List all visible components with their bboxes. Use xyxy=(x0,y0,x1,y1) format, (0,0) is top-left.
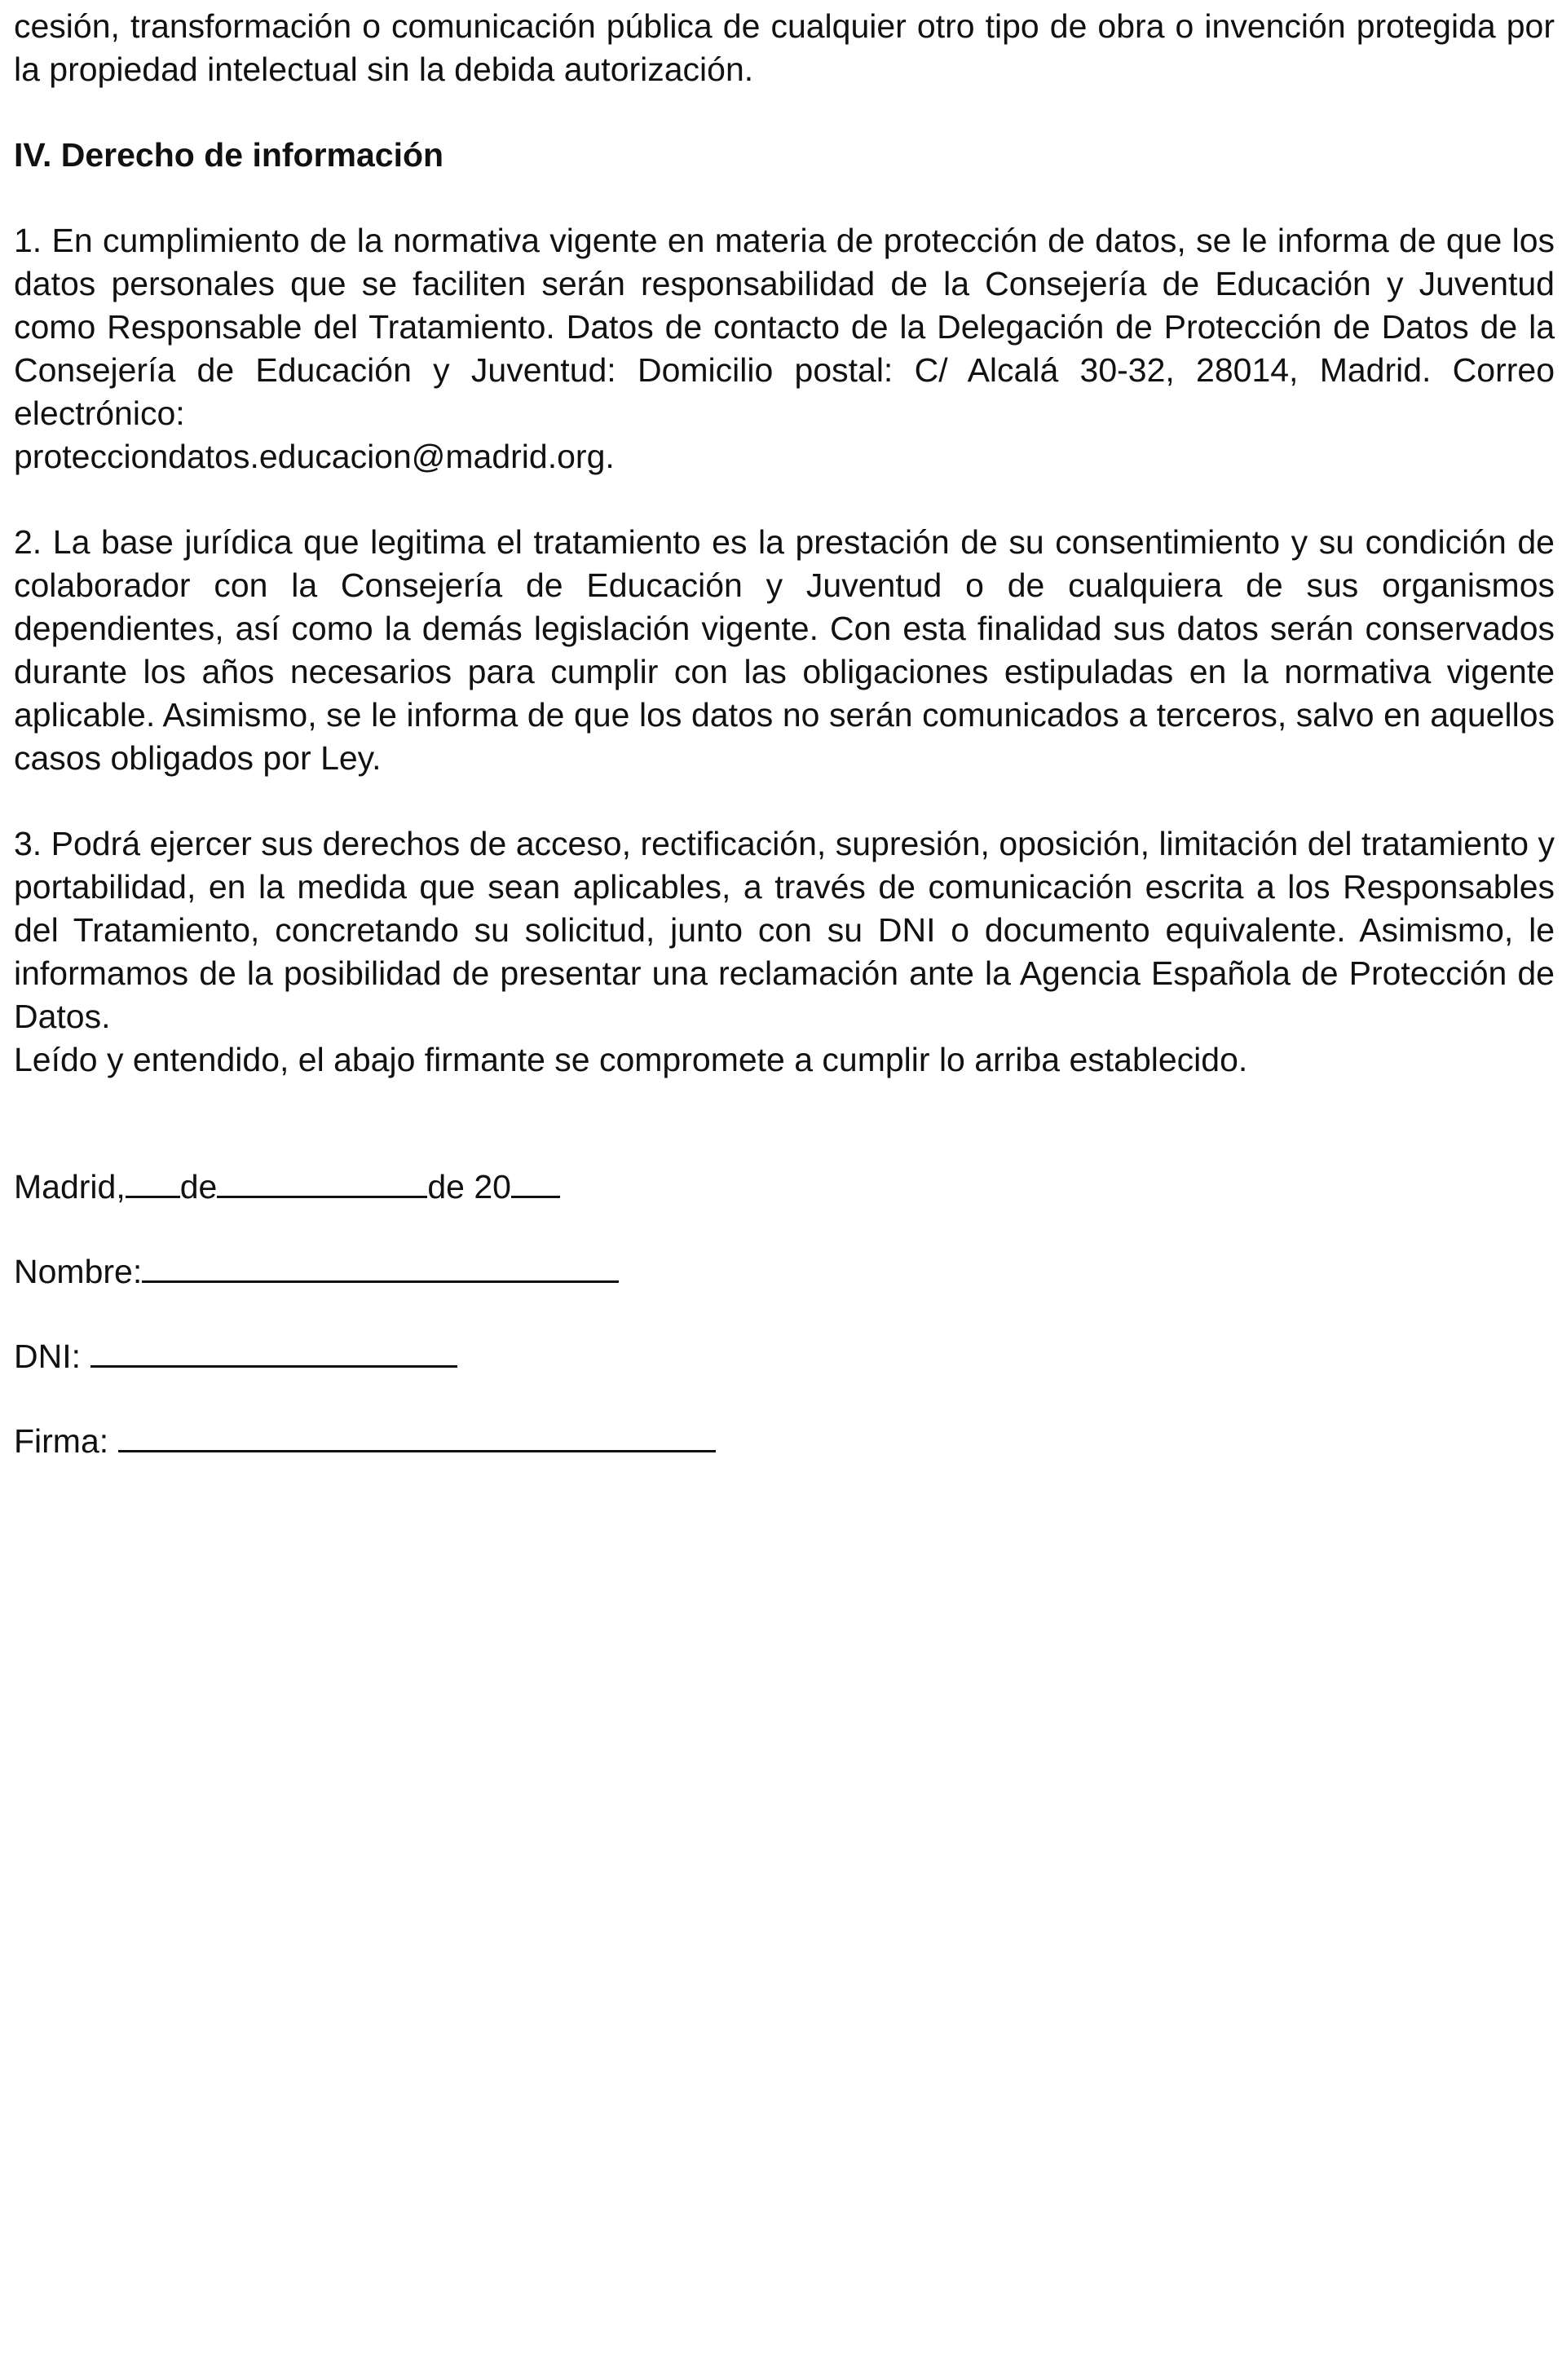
signature-label: Firma: xyxy=(14,1422,109,1460)
document-page xyxy=(14,0,1555,1502)
paragraph-2: 2. La base jurídica que legitima el tratamiento es la prestación de su consentimiento y su condición de colaborador con la Consejería de Educación y Juventud o de cualquiera de sus organismos dependientes, así como la demás legislación vigente. Con esta finalidad sus datos serán conservados durante los años necesarios para cumplir con las obligaciones estipuladas en la normativa vigente aplicable. Asimismo, se le informa de que los datos no serán comunicados a terceros, salvo en aquellos casos obligados por Ley. xyxy=(14,523,1555,777)
day-field[interactable] xyxy=(126,1163,180,1198)
date-city-label: Madrid, xyxy=(14,1168,126,1205)
name-row xyxy=(14,1248,1555,1291)
dni-row xyxy=(14,1333,1555,1376)
date-year-prefix-label: de 20 xyxy=(427,1168,511,1205)
dni-field[interactable] xyxy=(90,1333,457,1368)
date-row xyxy=(14,1163,1555,1206)
paragraph-1-text: 1. En cumplimiento de la normativa vigente en materia de protección de datos, se le informa de que los datos personales que se faciliten serán responsabilidad de la Consejería de Educación y Juventud como Responsable del Tratamiento. Datos de contacto de la Delegación de Protección de Datos de la Consejería de Educación y Juventud: Domicilio postal: C/ Alcalá 30-32, 28014, Madrid. Correo electrónico: xyxy=(14,222,1555,432)
paragraph-1 xyxy=(14,219,1555,478)
name-field[interactable] xyxy=(142,1248,619,1283)
closing-statement: Leído y entendido, el abajo firmante se compromete a cumplir lo arriba establecido. xyxy=(14,1041,1248,1078)
section-heading: IV. Derecho de información xyxy=(14,136,444,174)
signature-row xyxy=(14,1417,1555,1461)
month-field[interactable] xyxy=(217,1163,427,1198)
date-de-label: de xyxy=(179,1168,218,1205)
signature-field[interactable] xyxy=(118,1417,716,1452)
paragraph-3: 3. Podrá ejercer sus derechos de acceso, rectificación, supresión, oposición, limitación del tratamiento y portabilidad, en la medida que sean aplicables, a través de comunicación escrita a los Responsables del Tratamiento, concretando su solicitud, junto con su DNI o documento equivalente. Asimismo, le informamos de la posibilidad de presentar una reclamación ante la Agencia Española de Protección de Datos. xyxy=(14,825,1555,1035)
intro-text: cesión, transformación o comunicación pública de cualquier otro tipo de obra o invención protegida por la propiedad intelectual sin la debida autorización. xyxy=(14,7,1555,88)
paragraph-1-email: protecciondatos.educacion@madrid.org. xyxy=(14,438,615,475)
year-field[interactable] xyxy=(511,1163,560,1198)
dni-label: DNI: xyxy=(14,1338,81,1375)
signature-form xyxy=(14,1163,1555,1461)
name-label: Nombre: xyxy=(14,1253,143,1290)
